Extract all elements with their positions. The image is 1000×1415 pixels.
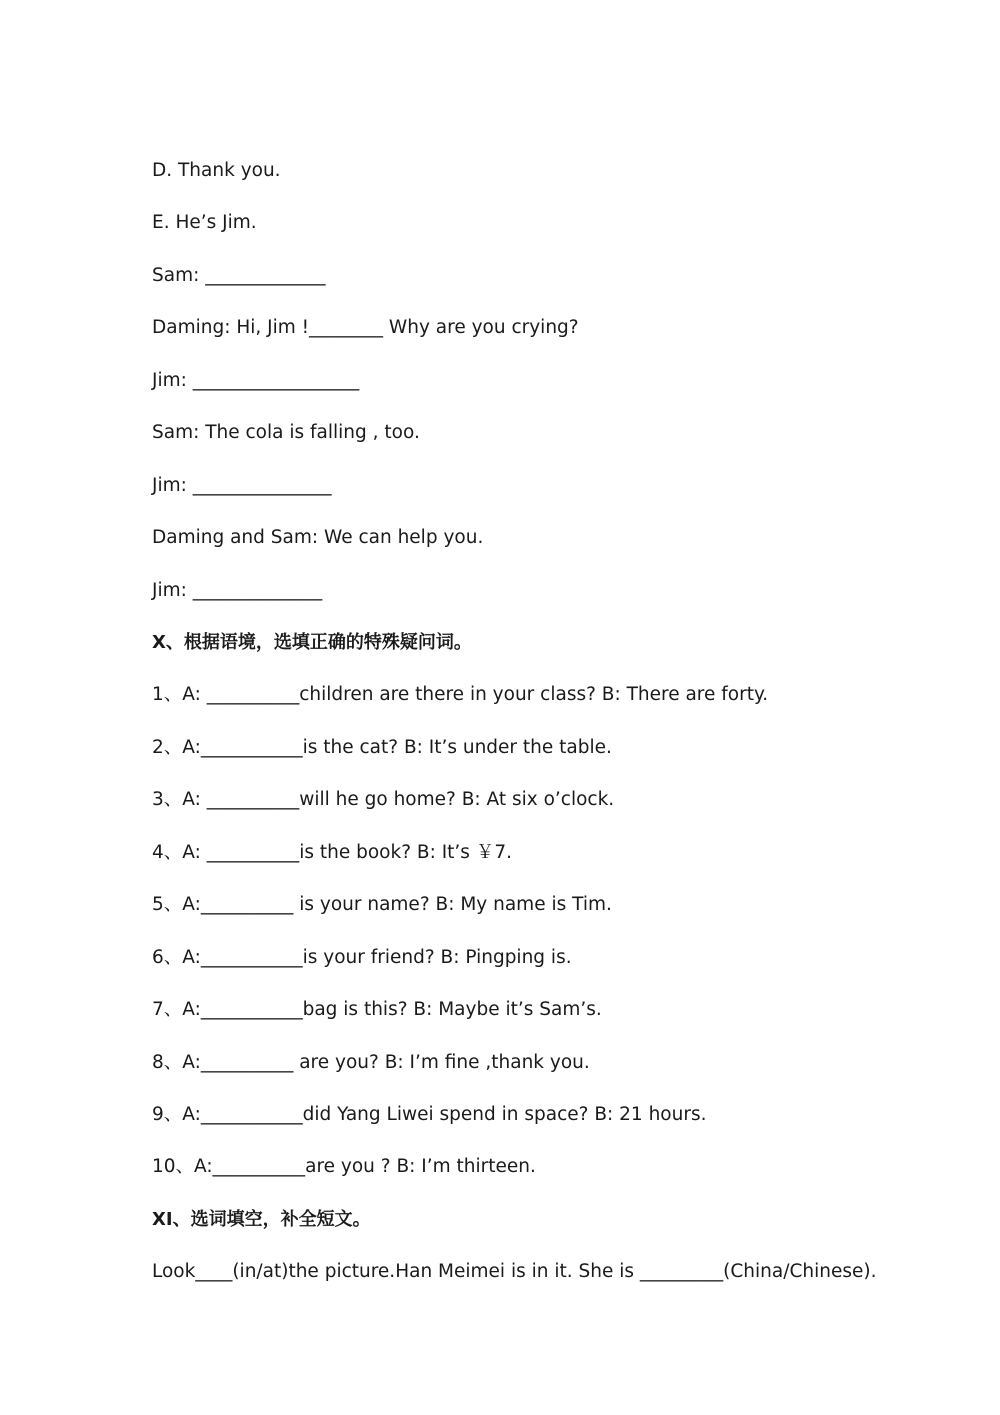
question-item: 7、A:___________bag is this? B: Maybe it’s Sam’s. xyxy=(152,999,602,1020)
question-item: 4、A: __________is the book? B: It’s ￥7. xyxy=(152,842,512,863)
section-x-heading: X、根据语境，选填正确的特殊疑问词。 xyxy=(152,632,472,653)
dialogue-line: Daming and Sam: We can help you. xyxy=(152,527,484,548)
dialogue-line: Sam: The cola is falling , too. xyxy=(152,422,420,443)
section-xi-heading: XI、选词填空，补全短文。 xyxy=(152,1209,371,1230)
question-item: 1、A: __________children are there in your class? B: There are forty. xyxy=(152,684,769,705)
dialogue-line: Sam: _____________ xyxy=(152,265,326,286)
option-d: D. Thank you. xyxy=(152,160,281,181)
question-item: 5、A:__________ is your name? B: My name is Tim. xyxy=(152,894,612,915)
question-item: 9、A:___________did Yang Liwei spend in space? B: 21 hours. xyxy=(152,1104,707,1125)
option-e: E. He’s Jim. xyxy=(152,212,257,233)
question-item: 6、A:___________is your friend? B: Pingping is. xyxy=(152,947,572,968)
question-item: 2、A:___________is the cat? B: It’s under the table. xyxy=(152,737,612,758)
question-item: 10、A:__________are you ? B: I’m thirteen. xyxy=(152,1156,536,1177)
dialogue-line: Jim: ______________ xyxy=(152,580,323,601)
question-item: 8、A:__________ are you? B: I’m fine ,thank you. xyxy=(152,1052,590,1073)
dialogue-line: Daming: Hi, Jim !________ Why are you crying? xyxy=(152,317,579,338)
question-item: 3、A: __________will he go home? B: At six o’clock. xyxy=(152,789,615,810)
cloze-passage: Look____(in/at)the picture.Han Meimei is in it. She is _________(China/Chinese). xyxy=(152,1261,877,1282)
dialogue-line: Jim: __________________ xyxy=(152,370,360,391)
dialogue-line: Jim: _______________ xyxy=(152,475,332,496)
